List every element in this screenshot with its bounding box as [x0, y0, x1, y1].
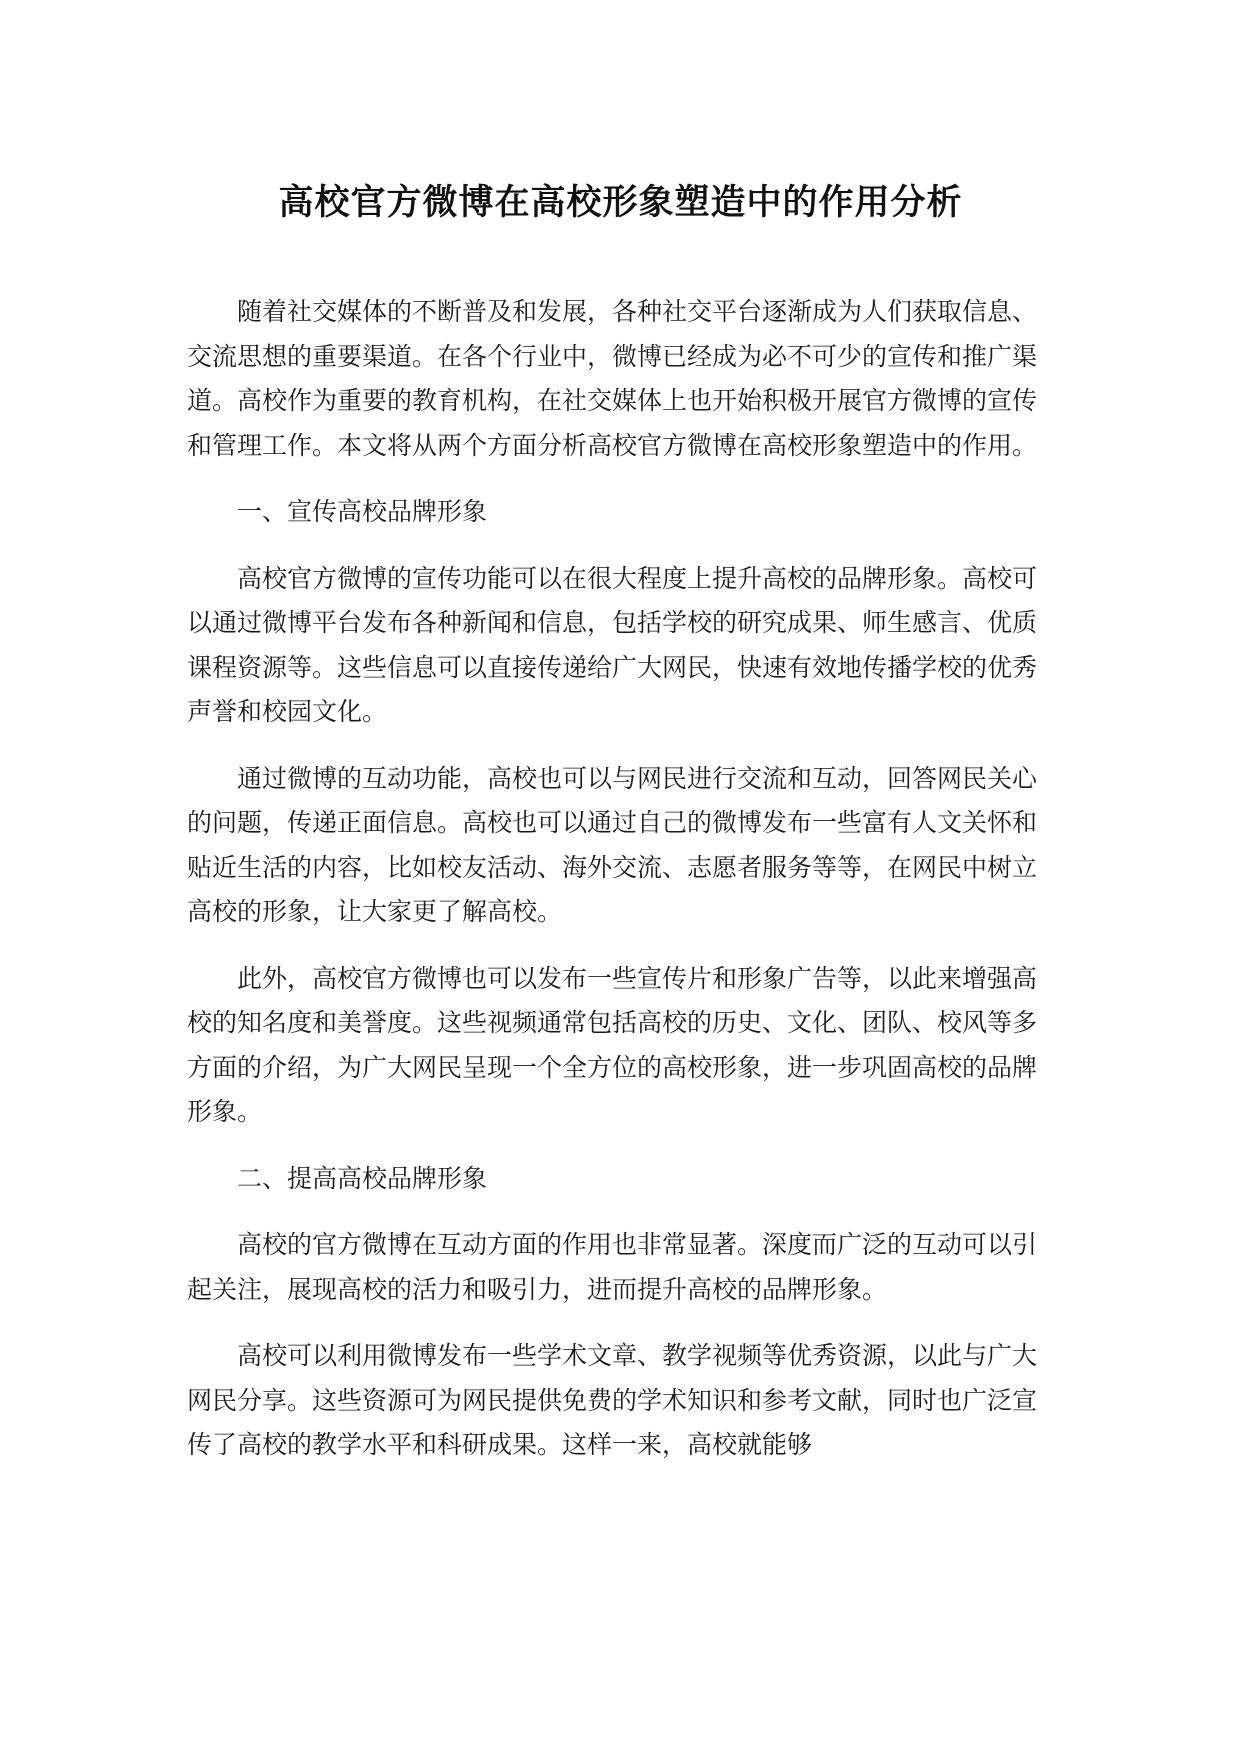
section-2-heading: 二、提高高校品牌形象	[237, 1163, 488, 1193]
section-1-paragraph-1: 高校官方微博的宣传功能可以在很大程度上提升高校的品牌形象。高校可以通过微博平台发布各种新闻和信息，包括学校的研究成果、师生感言、优质课程资源等。这些信息可以直接传递给广大网民，快速有效地传播学校的优秀声誉和校园文化。	[187, 563, 1038, 726]
section-1-heading: 一、宣传高校品牌形象	[237, 497, 488, 526]
document-title: 高校官方微博在高校形象塑造中的作用分析	[278, 183, 963, 223]
section-2-paragraph-1: 高校的官方微博在互动方面的作用也非常显著。深度而广泛的互动可以引起关注，展现高校的活力和吸引力，进而提升高校的品牌形象。	[187, 1230, 1038, 1304]
intro-paragraph: 随着社交媒体的不断普及和发展，各种社交平台逐渐成为人们获取信息、交流思想的重要渠道。在各个行业中，微博已经成为必不可少的宣传和推广渠道。高校作为重要的教育机构，在社交媒体上也开始积极开展官方微博的宣传和管理工作。本文将从两个方面分析高校官方微博在高校形象塑造中的作用。	[187, 297, 1038, 460]
document-body	[187, 290, 1037, 1490]
section-2-paragraph-2: 高校可以利用微博发布一些学术文章、教学视频等优秀资源，以此与广大网民分享。这些资源可为网民提供免费的学术知识和参考文献，同时也广泛宣传了高校的教学水平和科研成果。这样一来，高校就能够	[187, 1341, 1038, 1459]
section-1-paragraph-2: 通过微博的互动功能，高校也可以与网民进行交流和互动，回答网民关心的问题，传递正面信息。高校也可以通过自己的微博发布一些富有人文关怀和贴近生活的内容，比如校友活动、海外交流、志愿者服务等等，在网民中树立高校的形象，让大家更了解高校。	[187, 763, 1038, 926]
section-1-paragraph-3: 此外，高校官方微博也可以发布一些宣传片和形象广告等，以此来增强高校的知名度和美誉度。这些视频通常包括高校的历史、文化、团队、校风等多方面的介绍，为广大网民呈现一个全方位的高校形象，进一步巩固高校的品牌形象。	[187, 963, 1038, 1126]
